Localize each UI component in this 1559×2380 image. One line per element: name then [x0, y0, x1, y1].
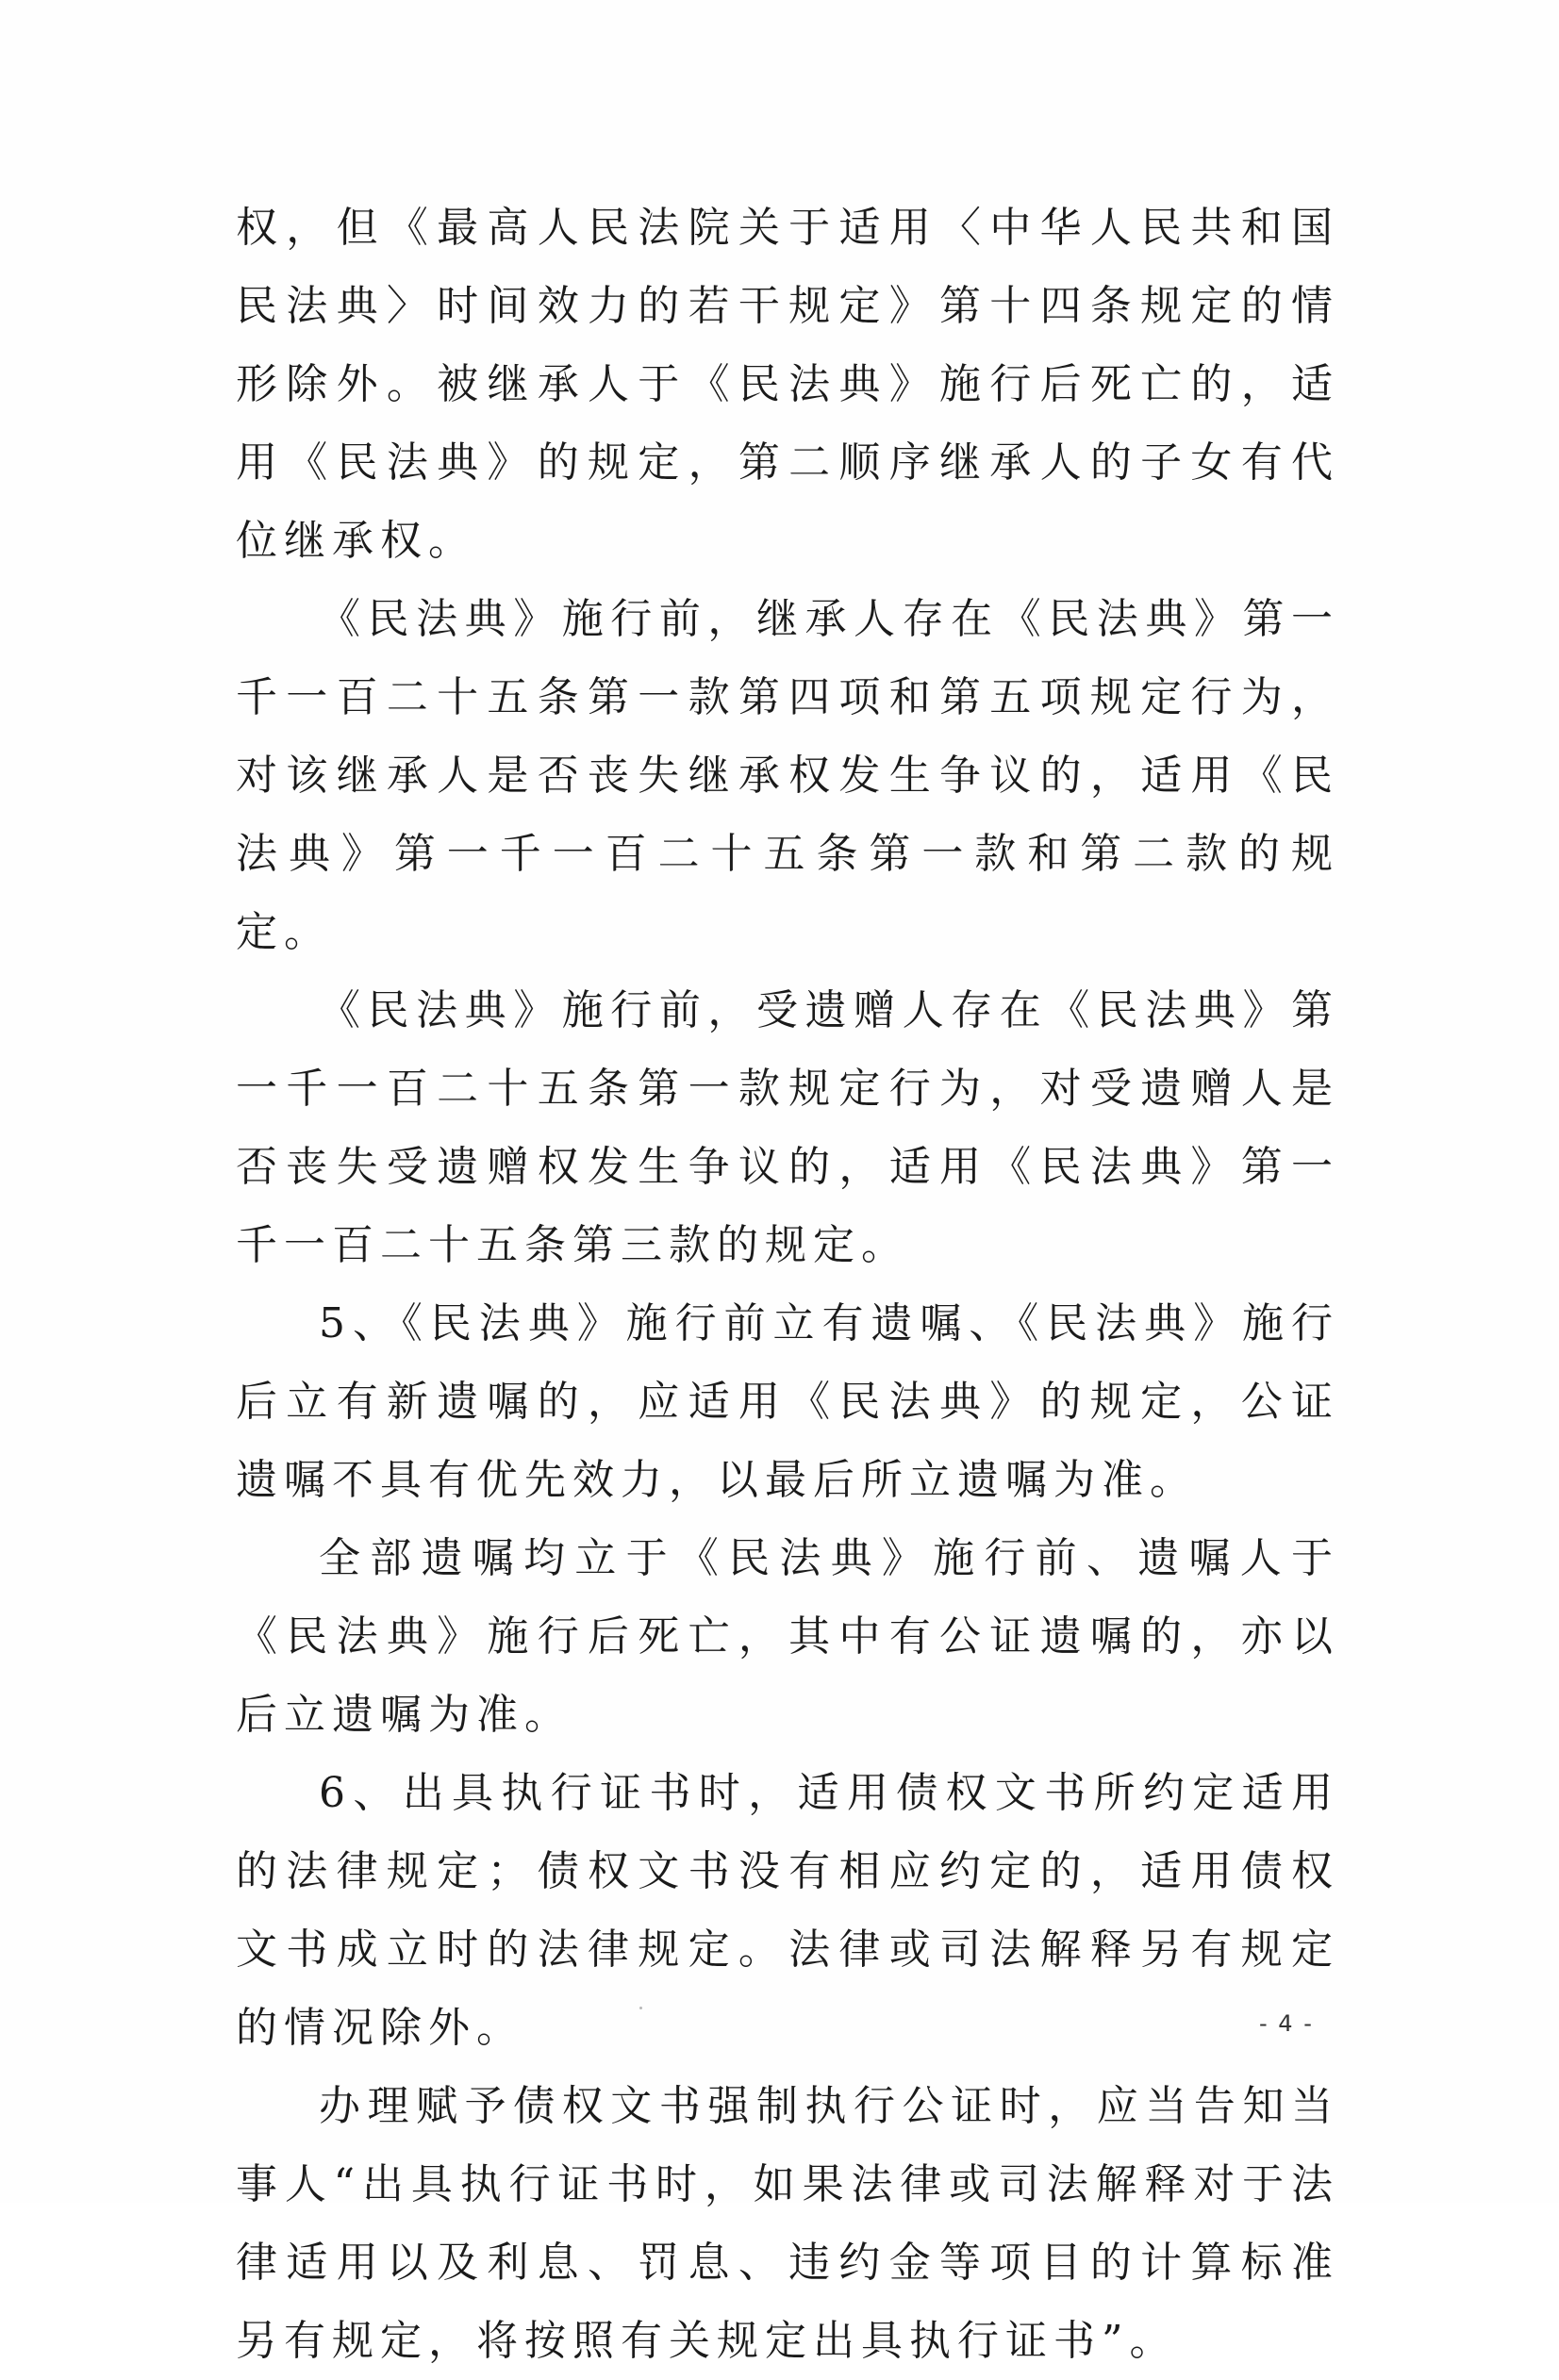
paragraph-item-6-execution-certificate: 6、出具执行证书时，适用债权文书所约定适用的法律规定；债权文书没有相应约定的，适用债权文书成立时的法律规定。法律或司法解释另有规定的情况除外。 [236, 1769, 1339, 2052]
paragraph-notice-to-parties: 办理赋予债权文书强制执行公证时，应当告知当事人“出具执行证书时，如果法律或司法解释对于法律适用以及利息、罚息、违约金等项目的计算标准另有规定，将按照有关规定出具执行证书”。 [236, 2082, 1339, 2365]
paragraph-item-5-wills: 5、《民法典》施行前立有遗嘱、《民法典》施行后立有新遗嘱的，应适用《民法典》的规定，公证遗嘱不具有优先效力，以最后所立遗嘱为准。 [236, 1299, 1339, 1504]
paragraph-notarized-wills: 全部遗嘱均立于《民法典》施行前、遗嘱人于《民法典》施行后死亡，其中有公证遗嘱的，亦以后立遗嘱为准。 [236, 1534, 1339, 1739]
page-number: - 4 - [1259, 2010, 1314, 2037]
paragraph-continuation: 权，但《最高人民法院关于适用〈中华人民共和国民法典〉时间效力的若干规定》第十四条规定的情形除外。被继承人于《民法典》施行后死亡的，适用《民法典》的规定，第二顺序继承人的子女有代位继承权。 [236, 204, 1339, 565]
paragraph-legatee-disqualification: 《民法典》施行前，受遗赠人存在《民法典》第一千一百二十五条第一款规定行为，对受遗赠人是否丧失受遗赠权发生争议的，适用《民法典》第一千一百二十五条第三款的规定。 [236, 986, 1339, 1269]
scan-artifact [639, 2007, 642, 2009]
paragraph-heir-disqualification: 《民法典》施行前，继承人存在《民法典》第一千一百二十五条第一款第四项和第五项规定行为，对该继承人是否丧失继承权发生争议的，适用《民法典》第一千一百二十五条第一款和第二款的规定。 [236, 595, 1339, 956]
document-body [236, 189, 1339, 2380]
